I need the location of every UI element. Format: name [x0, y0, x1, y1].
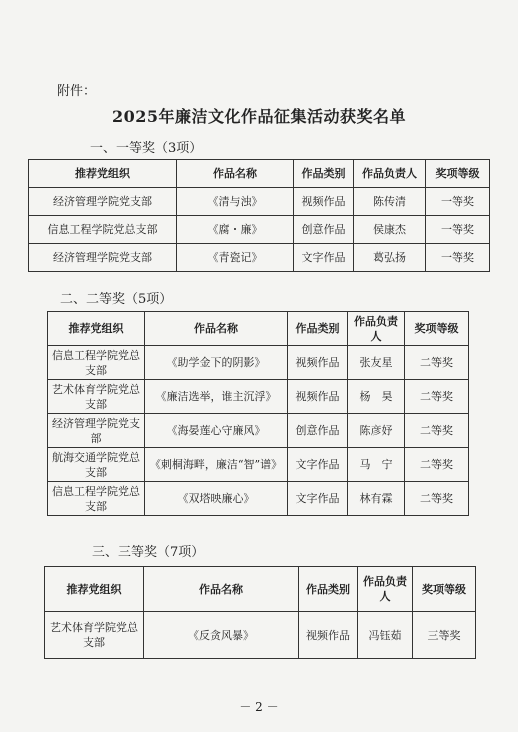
header-category: 作品类别 — [299, 567, 358, 612]
cell-work: 《清与浊》 — [177, 188, 294, 216]
cell-org: 艺术体育学院党总支部 — [45, 612, 144, 659]
table-row — [48, 380, 469, 414]
table-header-row — [48, 312, 469, 346]
cell-level: 二等奖 — [405, 346, 469, 380]
cell-work: 《双塔映廉心》 — [145, 482, 288, 516]
header-level: 奖项等级 — [405, 312, 469, 346]
cell-owner: 杨 昊 — [348, 380, 405, 414]
header-org: 推荐党组织 — [45, 567, 144, 612]
cell-owner: 侯康杰 — [354, 216, 426, 244]
cell-owner: 陈传清 — [354, 188, 426, 216]
third-prize-table — [44, 566, 476, 659]
table-row — [45, 612, 476, 659]
cell-category: 视频作品 — [288, 380, 348, 414]
cell-level: 二等奖 — [405, 380, 469, 414]
cell-work: 《青瓷记》 — [177, 244, 294, 272]
section-second-prize-heading: 二、二等奖（5项） — [60, 292, 173, 307]
cell-owner: 陈彦妤 — [348, 414, 405, 448]
cell-owner: 葛弘扬 — [354, 244, 426, 272]
header-level: 奖项等级 — [426, 160, 490, 188]
section-first-prize-heading: 一、一等奖（3项） — [90, 141, 203, 156]
cell-org: 经济管理学院党支部 — [29, 244, 177, 272]
table-row — [48, 346, 469, 380]
header-owner: 作品负责人 — [354, 160, 426, 188]
cell-category: 文字作品 — [294, 244, 354, 272]
table-header-row — [29, 160, 490, 188]
cell-work: 《海晏莲心守廉风》 — [145, 414, 288, 448]
header-level: 奖项等级 — [413, 567, 476, 612]
header-owner: 作品负责人 — [348, 312, 405, 346]
cell-org: 信息工程学院党总支部 — [29, 216, 177, 244]
header-owner: 作品负责人 — [358, 567, 413, 612]
cell-category: 视频作品 — [294, 188, 354, 216]
cell-org: 信息工程学院党总支部 — [48, 346, 145, 380]
cell-level: 二等奖 — [405, 448, 469, 482]
cell-owner: 马 宁 — [348, 448, 405, 482]
cell-level: 一等奖 — [426, 188, 490, 216]
cell-work: 《助学金下的阴影》 — [145, 346, 288, 380]
table-header-row — [45, 567, 476, 612]
attachment-label: 附件： — [57, 84, 97, 99]
cell-work: 《腐・廉》 — [177, 216, 294, 244]
cell-owner: 张友星 — [348, 346, 405, 380]
cell-level: 二等奖 — [405, 414, 469, 448]
cell-work: 《刺桐海畔，廉洁“智”谱》 — [145, 448, 288, 482]
page-title: 2025年廉洁文化作品征集活动获奖名单 — [111, 107, 407, 126]
section-third-prize-heading: 三、三等奖（7项） — [92, 545, 205, 560]
table-row — [29, 188, 490, 216]
cell-category: 文字作品 — [288, 448, 348, 482]
cell-category: 创意作品 — [294, 216, 354, 244]
cell-owner: 林有霖 — [348, 482, 405, 516]
cell-level: 二等奖 — [405, 482, 469, 516]
cell-org: 信息工程学院党总支部 — [48, 482, 145, 516]
header-org: 推荐党组织 — [29, 160, 177, 188]
cell-org: 航海交通学院党总支部 — [48, 448, 145, 482]
table-row — [48, 414, 469, 448]
second-prize-table — [47, 311, 469, 516]
header-work: 作品名称 — [145, 312, 288, 346]
header-category: 作品类别 — [288, 312, 348, 346]
cell-level: 一等奖 — [426, 216, 490, 244]
cell-org: 经济管理学院党支部 — [29, 188, 177, 216]
cell-work: 《反贪风暴》 — [144, 612, 299, 659]
cell-owner: 冯钰茹 — [358, 612, 413, 659]
cell-org: 经济管理学院党支部 — [48, 414, 145, 448]
cell-category: 创意作品 — [288, 414, 348, 448]
page-number: － 2 － — [239, 700, 279, 714]
cell-work: 《廉洁选举，谁主沉浮》 — [145, 380, 288, 414]
cell-level: 一等奖 — [426, 244, 490, 272]
table-row — [48, 482, 469, 516]
table-row — [48, 448, 469, 482]
cell-category: 视频作品 — [288, 346, 348, 380]
header-org: 推荐党组织 — [48, 312, 145, 346]
cell-category: 视频作品 — [299, 612, 358, 659]
header-work: 作品名称 — [144, 567, 299, 612]
table-row — [29, 244, 490, 272]
cell-org: 艺术体育学院党总支部 — [48, 380, 145, 414]
header-work: 作品名称 — [177, 160, 294, 188]
table-row — [29, 216, 490, 244]
header-category: 作品类别 — [294, 160, 354, 188]
first-prize-table — [28, 159, 490, 272]
cell-category: 文字作品 — [288, 482, 348, 516]
cell-level: 三等奖 — [413, 612, 476, 659]
